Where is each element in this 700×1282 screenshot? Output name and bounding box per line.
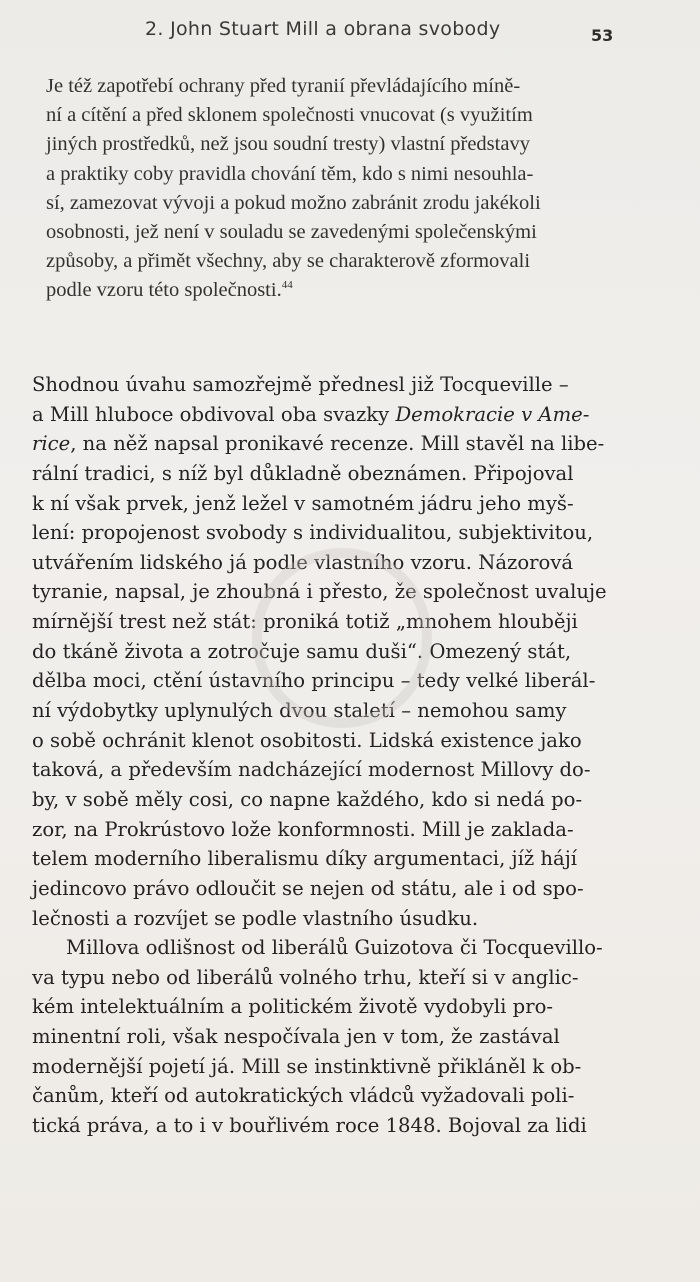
body-line: o sobě ochránit klenot osobitosti. Lidská existence jako [32,728,582,752]
body-text [32,370,662,1141]
quote-line: sí, zamezovat vývoji a pokud možno zabránit zrodu jakékoli [46,191,541,214]
quote-line: osobnosti, jež není v souladu se zavedenými společenskými [46,220,537,243]
watermark-ring [252,548,432,728]
quote-line-last [46,276,646,305]
quote-line: ní a cítění a před sklonem společnosti vnucovat (s využitím [46,104,533,127]
quote-last-text: podle vzoru této společnosti. [46,279,282,302]
body-line: čanům, kteří od autokratických vládců vyžadovali poli- [32,1084,575,1108]
body-line: tyranie, napsal, je zhoubná i přesto, že společnost uvaluje [32,580,607,604]
body-line [32,429,662,459]
body-line: taková, a především nadcházející modernost Millovy do- [32,758,591,782]
body-line [32,400,662,430]
body-line: rální tradici, s níž byl důkladně obeznámen. Připojoval [32,461,574,485]
body-line: Shodnou úvahu samozřejmě přednesl již Tocqueville – [32,373,569,396]
block-quote [46,72,646,306]
body-line: mírnější trest než stát: proniká totiž „mnohem hlouběji [32,610,578,634]
body-line: dělba moci, ctění ústavního principu – tedy velké liberál- [32,669,596,693]
body-line: Millova odlišnost od liberálů Guizotova či Tocquevillo- [66,936,603,960]
book-title-italic: Demokracie v Ame- [395,402,590,426]
book-title-italic: rice [32,432,71,456]
footnote-reference: 44 [281,279,293,292]
body-line: kém intelektuálním a politickém životě vydobyli pro- [32,995,554,1019]
quote-line: Je též zapotřebí ochrany před tyranií převládajícího míně- [46,75,521,97]
body-text-run: , na něž napsal pronikavé recenze. Mill stavěl na libe- [70,432,605,456]
page-number: 53 [591,26,614,45]
quote-line: způsoby, a přimět všechny, aby se charakterově zformovali [46,250,531,273]
body-line: modernější pojetí já. Mill se instinktivně přikláněl k ob- [32,1054,582,1078]
quote-line: a praktiky coby pravidla chování těm, kdo s nimi nesouhla- [46,162,534,185]
body-line: minentní roli, však nespočívala jen v tom, že zastával [32,1025,560,1049]
body-line: va typu nebo od liberálů volného trhu, kteří si v anglic- [32,965,579,989]
body-line: k ní však prvek, jenž ležel v samotném jádru jeho myš- [32,491,574,515]
body-line: jedincovo právo odloučit se nejen od státu, ale i od spo- [32,876,584,900]
body-line: ní výdobytky uplynulých dvou staletí – nemohou samy [32,699,567,723]
body-text-run: a Mill hluboce obdivoval oba svazky [32,402,396,426]
body-line: lečnosti a rozvíjet se podle vlastního úsudku. [32,906,479,930]
body-line: do tkáně života a zotročuje samu duši“. Omezený stát, [32,639,572,663]
body-line: by, v sobě měly cosi, co napne každého, kdo si nedá po- [32,787,583,811]
running-head [0,14,700,48]
running-title: 2. John Stuart Mill a obrana svobody [145,18,501,40]
paragraph-2 [32,933,662,1140]
body-line: telem moderního liberalismu díky argumentaci, jíž hájí [32,847,578,871]
body-line: tická práva, a to i v bouřlivém roce 1848. Bojoval za lidi [32,1114,587,1138]
body-line: zor, na Prokrústovo lože konformnosti. Mill je zaklada- [32,817,574,841]
quote-line: jiných prostředků, než jsou soudní tresty) vlastní představy [46,133,530,156]
body-line: utvářením lidského já podle vlastního vzoru. Názorová [32,550,574,574]
body-line: lení: propojenost svobody s individualitou, subjektivitou, [32,521,594,545]
